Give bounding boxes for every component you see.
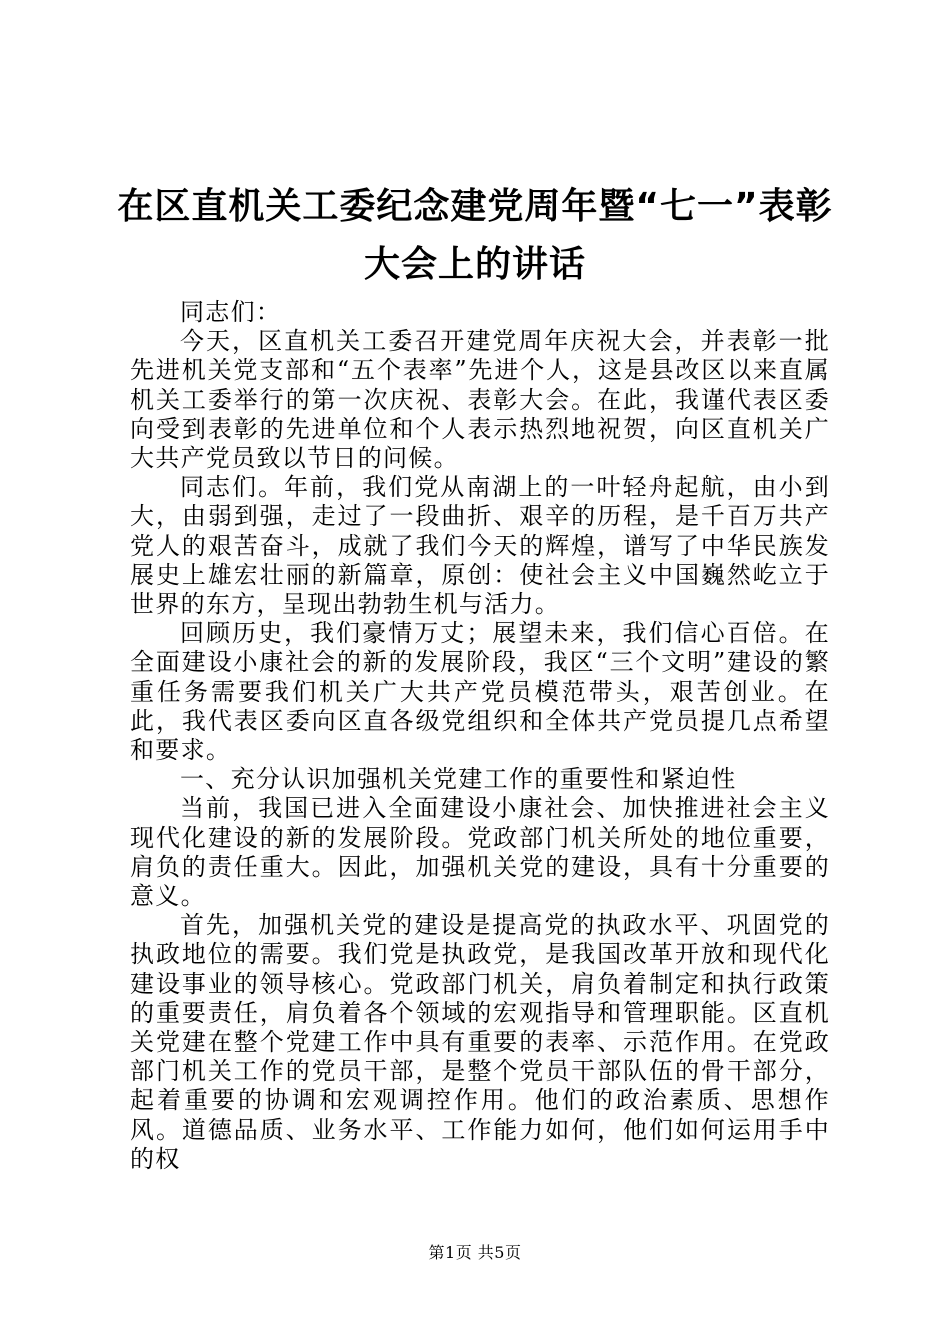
body-paragraph: 同志们。年前，我们党从南湖上的一叶轻舟起航，由小到大，由弱到强，走过了一段曲折、艰辛的历程，是千百万共产党人的艰苦奋斗，成就了我们今天的辉煌，谱写了中华民族发展史上雄宏壮丽的新篇章，原创：使社会主义中国巍然屹立于世界的东方，呈现出勃勃生机与活力。: [130, 473, 830, 619]
document-title: 在区直机关工委纪念建党周年暨“七一”表彰大会上的讲话: [117, 186, 833, 285]
greeting-paragraph: 同志们：: [180, 298, 282, 326]
document-body: [130, 298, 830, 1174]
body-paragraph: 当前，我国已进入全面建设小康社会、加快推进社会主义现代化建设的新的发展阶段。党政部门机关所处的地位重要，肩负的责任重大。因此，加强机关党的建设，具有十分重要的意义。: [130, 794, 830, 911]
page-number-footer: 第1页 共5页: [428, 1243, 522, 1262]
body-paragraph: 首先，加强机关党的建设是提高党的执政水平、巩固党的执政地位的需要。我们党是执政党，是我国改革开放和现代化建设事业的领导核心。党政部门机关，肩负着制定和执行政策的重要责任，肩负着各个领域的宏观指导和管理职能。区直机关党建在整个党建工作中具有重要的表率、示范作用。在党政部门机关工作的党员干部，是整个党员干部队伍的骨干部分，起着重要的协调和宏观调控作用。他们的政治素质、思想作风。道德品质、业务水平、工作能力如何，他们如何运用手中的权: [130, 911, 830, 1173]
section-heading: 一、充分认识加强机关党建工作的重要性和紧迫性: [180, 765, 737, 794]
body-paragraph: 回顾历史，我们豪情万丈；展望未来，我们信心百倍。在全面建设小康社会的新的发展阶段，我区“三个文明”建设的繁重任务需要我们机关广大共产党员模范带头，艰苦创业。在此，我代表区委向区直各级党组织和全体共产党员提几点希望和要求。: [130, 619, 830, 765]
body-paragraph: 今天，区直机关工委召开建党周年庆祝大会，并表彰一批先进机关党支部和“五个表率”先进个人，这是县改区以来直属机关工委举行的第一次庆祝、表彰大会。在此，我谨代表区委向受到表彰的先进单位和个人表示热烈地祝贺，向区直机关广大共产党员致以节日的问候。: [130, 327, 830, 473]
